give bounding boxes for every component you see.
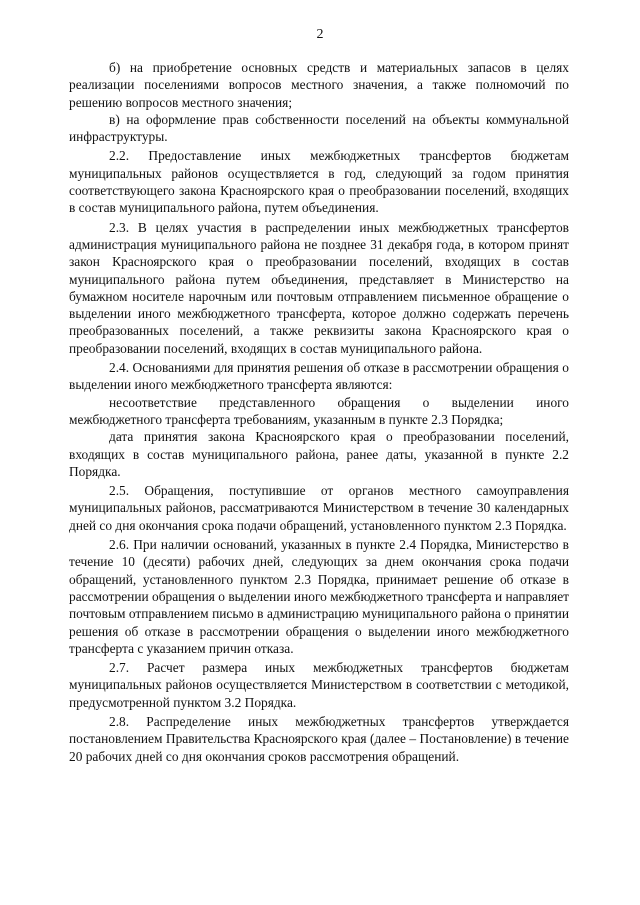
page-number: 2 xyxy=(316,27,324,42)
paragraph-2-3: 2.3. В целях участия в распределении иных межбюджетных трансфертов администрация муниципального района не позднее 31 декабря года, в котором принят закон Красноярского края о преобразовании поселений, входящих в состав муниципального района путем объединения, представляет в Министерство на бумажном носителе нарочным или почтовым отправлением письменное обращение о выделении иного межбюджетного трансферта, которое должно содержать перечень преобразованных поселений, а также реквизиты закона Красноярского края о преобразовании поселений, входящих в состав муниципального района. xyxy=(69,219,569,356)
paragraph-2-7: 2.7. Расчет размера иных межбюджетных трансфертов бюджетам муниципальных районов осуществляется Министерством в соответствии с методикой, предусмотренной пунктом 3.2 Порядка. xyxy=(69,660,569,710)
paragraph-2-8: 2.8. Распределение иных межбюджетных трансфертов утверждается постановлением Правительства Красноярского края (далее – Постановление) в течение 20 рабочих дней со дня окончания сроков рассмотрения обращений. xyxy=(69,713,569,764)
paragraph-2-5: 2.5. Обращения, поступившие от органов местного самоуправления муниципальных районов, рассматриваются Министерством в течение 30 календарных дней со дня окончания срока подачи обращений, установленного пунктом 2.3 Порядка. xyxy=(69,483,569,533)
paragraph-2-4: 2.4. Основаниями для принятия решения об отказе в рассмотрении обращения о выделении иного межбюджетного трансферта являются: xyxy=(69,360,569,393)
paragraph-2-4-item-2: дата принятия закона Красноярского края о преобразовании поселений, входящих в состав муниципального района, ранее даты, указанной в пункте 2.2 Порядка. xyxy=(69,429,569,479)
paragraph-2-4-item-1: несоответствие представленного обращения о выделении иного межбюджетного трансферта требованиям, указанным в пункте 2.3 Порядка; xyxy=(69,394,569,427)
paragraph-2-1-b: б) на приобретение основных средств и материальных запасов в целях реализации поселениями вопросов местного значения, а также полномочий по решению вопросов местного значения; xyxy=(69,60,569,110)
paragraph-2-1-v: в) на оформление прав собственности поселений на объекты коммунальной инфраструктуры. xyxy=(69,111,569,145)
paragraph-2-6: 2.6. При наличии оснований, указанных в пункте 2.4 Порядка, Министерство в течение 10 (десяти) рабочих дней, следующих за днем окончания срока подачи обращений, установленного пунктом 2.3 Порядка, принимает решение об отказе в рассмотрении обращения о выделении иного межбюджетного трансферта и направляет почтовым отправлением письмо в администрацию муниципального района о принятии решения об отказе в рассмотрении обращения о выделении иного межбюджетного трансферта с указанием причин отказа. xyxy=(69,537,569,656)
paragraph-2-2: 2.2. Предоставление иных межбюджетных трансфертов бюджетам муниципальных районов осуществляется в год, следующий за годом принятия соответствующего закона Красноярского края о преобразовании поселений, входящих в состав муниципального района, путем объединения. xyxy=(69,148,569,216)
document-body xyxy=(69,59,569,765)
